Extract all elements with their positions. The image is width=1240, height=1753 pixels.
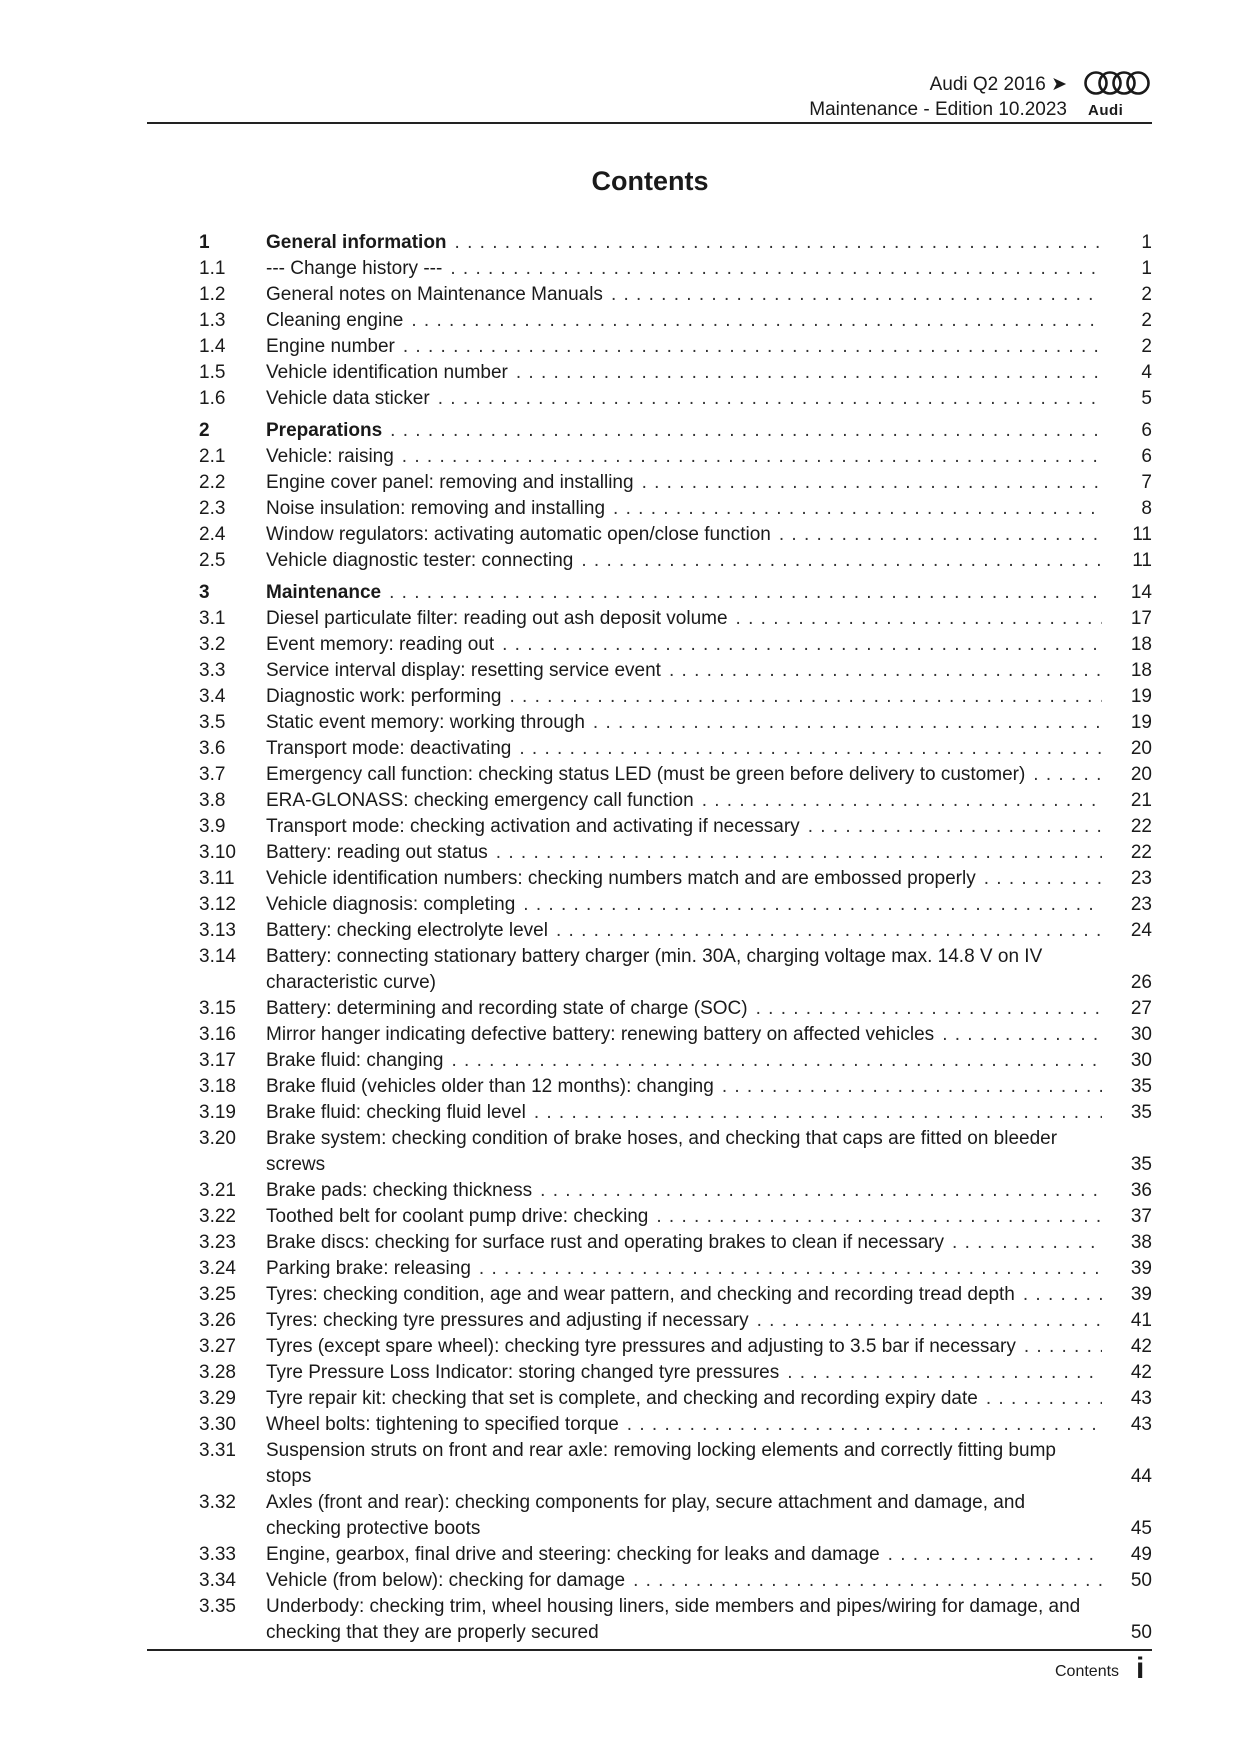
toc-entry-number: 3.19 [199,1102,236,1123]
toc-entry[interactable] [199,1100,1152,1126]
toc-entry-number: 3.28 [199,1362,236,1383]
toc-entry-number: 3.7 [199,764,226,785]
toc-entry-title: Tyre Pressure Loss Indicator: storing changed tyre pressures [266,1362,780,1383]
toc-entry[interactable] [199,1412,1152,1438]
toc-entry-title: Mirror hanger indicating defective battery: renewing battery on affected vehicles [266,1024,935,1045]
toc-entry-title: Service interval display: resetting service event [266,660,661,681]
toc-entry[interactable] [199,580,1152,606]
toc-entry-title: Tyre repair kit: checking that set is complete, and checking and recording expiry date [266,1388,978,1409]
toc-leader-dots [779,522,1102,548]
toc-entry-number: 3.22 [199,1206,236,1227]
toc-leader-dots [757,1308,1102,1334]
toc-entry[interactable] [199,1230,1152,1256]
toc-entry-page: 4 [1141,362,1152,383]
toc-entry-number: 3.34 [199,1570,236,1591]
toc-entry-number: 3.24 [199,1258,236,1279]
brand-wordmark: Audi [1088,102,1124,119]
toc-entry-title: Tyres (except spare wheel): checking tyre pressures and adjusting to 3.5 bar if necessary [266,1336,1016,1357]
page-title: Contents [591,166,709,196]
toc-entry-title: Maintenance [266,582,382,603]
toc-entry-page: 35 [1130,1102,1152,1123]
toc-leader-dots [519,736,1102,762]
toc-entry-page: 50 [1130,1622,1152,1643]
toc-leader-dots [534,1100,1102,1126]
toc-entry-title: Event memory: reading out [266,634,495,655]
toc-entry-title: Window regulators: activating automatic open/close function [266,524,771,545]
toc-entry[interactable] [199,658,1152,684]
toc-entry-page: 22 [1130,816,1152,837]
toc-entry-number: 3.1 [199,608,226,629]
toc-entry-number: 3.9 [199,816,226,837]
toc-leader-dots [669,658,1102,684]
toc-entry[interactable] [199,1334,1152,1360]
toc-entry[interactable] [199,1282,1152,1308]
toc-entry-title: Diesel particulate filter: reading out ash deposit volume [266,608,728,629]
toc-entry[interactable] [199,736,1152,762]
toc-entry-page: 24 [1130,920,1152,941]
toc-entry-page: 43 [1130,1414,1152,1435]
toc-entry[interactable] [199,1126,1152,1178]
toc-entry-number: 3.21 [199,1180,236,1201]
footer-page-number: i [1136,1652,1145,1685]
toc-entry[interactable] [199,892,1152,918]
toc-entry-page: 39 [1130,1258,1152,1279]
toc-entry[interactable] [199,1074,1152,1100]
toc-leader-dots [808,814,1102,840]
toc-entry-title: Suspension struts on front and rear axle: removing locking elements and correctly fitting bump stops [266,1440,1056,1487]
header-model: Audi Q2 2016 ➤ [929,74,1067,95]
toc-entry-page: 39 [1130,1284,1152,1305]
toc-entry-number: 3.35 [199,1596,236,1617]
toc-entry-title: Vehicle data sticker [266,388,430,409]
toc-entry[interactable] [199,230,1152,256]
toc-entry-title: General notes on Maintenance Manuals [266,284,603,305]
toc-entry-number: 3.10 [199,842,236,863]
toc-entry-number: 1.2 [199,284,226,305]
toc-entry-title: Cleaning engine [266,310,404,331]
toc-entry-title: Brake fluid: checking fluid level [266,1102,526,1123]
toc-entry-title: Engine cover panel: removing and installing [266,472,634,493]
toc-entry-page: 5 [1141,388,1152,409]
toc-entry-title: Static event memory: working through [266,712,585,733]
toc-entry-page: 36 [1130,1180,1152,1201]
audi-rings-logo [1083,70,1151,96]
toc-leader-dots [593,710,1102,736]
toc-entry-page: 38 [1130,1232,1152,1253]
toc-entry-page: 2 [1141,336,1152,357]
toc-leader-dots [402,444,1102,470]
toc-entry-title: Engine, gearbox, final drive and steering: checking for leaks and damage [266,1544,880,1565]
toc-entry-number: 3.31 [199,1440,236,1461]
toc-entry[interactable] [199,996,1152,1022]
toc-entry[interactable] [199,1594,1152,1646]
toc-entry-title: Tyres: checking tyre pressures and adjusting if necessary [266,1310,749,1331]
toc-entry[interactable] [199,840,1152,866]
toc-entry[interactable] [199,866,1152,892]
toc-entry-page: 45 [1130,1518,1152,1539]
toc-leader-dots [942,1022,1102,1048]
toc-entry-number: 3.27 [199,1336,236,1357]
toc-entry-number: 3.13 [199,920,236,941]
toc-entry[interactable] [199,1048,1152,1074]
toc-leader-dots [496,840,1102,866]
toc-entry[interactable] [199,1204,1152,1230]
toc-entry[interactable] [199,1568,1152,1594]
toc-leader-dots [509,684,1102,710]
toc-entry-title: Battery: reading out status [266,842,488,863]
toc-entry-page: 1 [1141,258,1152,279]
toc-entry-title: Noise insulation: removing and installing [266,498,606,519]
toc-entry-number: 3.5 [199,712,226,733]
toc-entry-number: 2.2 [199,472,226,493]
toc-entry-page: 17 [1130,608,1152,629]
toc-entry[interactable] [199,788,1152,814]
toc-entry-title: Vehicle (from below): checking for damage [266,1570,626,1591]
toc-entry[interactable] [199,918,1152,944]
toc-entry[interactable] [199,418,1152,444]
toc-entry-number: 3 [199,582,210,603]
toc-leader-dots [787,1360,1102,1386]
toc-entry[interactable] [199,762,1152,788]
toc-entry[interactable] [199,470,1152,496]
toc-leader-dots [479,1256,1102,1282]
toc-entry-number: 2.4 [199,524,226,545]
toc-entry-title: Brake discs: checking for surface rust and operating brakes to clean if necessary [266,1232,945,1253]
toc-entry-title: Vehicle: raising [266,446,394,467]
toc-leader-dots [613,496,1102,522]
toc-entry-page: 6 [1141,446,1152,467]
toc-leader-dots [455,230,1102,256]
toc-entry-page: 26 [1130,972,1152,993]
toc-entry-page: 7 [1141,472,1152,493]
toc-entry[interactable] [199,522,1152,548]
toc-entry[interactable] [199,256,1152,282]
toc-entry-page: 23 [1130,868,1152,889]
footer-label: Contents [1055,1663,1120,1680]
toc-entry-page: 27 [1130,998,1152,1019]
toc-entry[interactable] [199,606,1152,632]
toc-entry-page: 50 [1130,1570,1152,1591]
toc-entry-number: 1.4 [199,336,226,357]
toc-entry-number: 1.5 [199,362,226,383]
toc-leader-dots [611,282,1102,308]
toc-entry-number: 3.17 [199,1050,236,1071]
toc-entry[interactable] [199,548,1152,574]
toc-entry-title: Brake system: checking condition of brake hoses, and checking that caps are fitted on bleeder screws [266,1128,1058,1175]
toc-entry-number: 1 [199,232,210,253]
toc-entry-page: 23 [1130,894,1152,915]
toc-leader-dots [389,580,1102,606]
toc-entry[interactable] [199,1022,1152,1048]
toc-entry[interactable] [199,334,1152,360]
toc-entry-title: Vehicle diagnosis: completing [266,894,516,915]
toc-entry[interactable] [199,282,1152,308]
toc-entry[interactable] [199,1438,1152,1490]
toc-leader-dots [1023,1282,1102,1308]
toc-entry-number: 2.3 [199,498,226,519]
toc-entry-page: 2 [1141,310,1152,331]
toc-entry-page: 21 [1130,790,1152,811]
toc-entry-page: 18 [1130,660,1152,681]
toc-entry[interactable] [199,684,1152,710]
toc-entry-title: Vehicle diagnostic tester: connecting [266,550,574,571]
toc-entry-page: 49 [1130,1544,1152,1565]
toc-entry-page: 30 [1130,1050,1152,1071]
toc-entry-number: 3.8 [199,790,226,811]
toc-entry-number: 3.14 [199,946,236,967]
toc-entry-title: Emergency call function: checking status LED (must be green before delivery to customer) [266,764,1026,785]
toc-leader-dots [633,1568,1102,1594]
toc-entry-number: 3.26 [199,1310,236,1331]
toc-leader-dots [722,1074,1102,1100]
toc-leader-dots [1024,1334,1102,1360]
toc-entry-number: 3.12 [199,894,236,915]
toc-entry-page: 42 [1130,1336,1152,1357]
toc-entry-number: 3.15 [199,998,236,1019]
toc-entry-page: 42 [1130,1362,1152,1383]
toc-leader-dots [450,256,1102,282]
toc-entry-number: 1.3 [199,310,226,331]
toc-entry-title: Tyres: checking condition, age and wear pattern, and checking and recording tread depth [266,1284,1015,1305]
toc-entry[interactable] [199,496,1152,522]
toc-leader-dots [556,918,1102,944]
table-of-contents [199,230,1152,1646]
toc-entry-number: 3.30 [199,1414,236,1435]
toc-entry-title: Axles (front and rear): checking components for play, secure attachment and damage, and checking protective boots [266,1492,1026,1539]
toc-entry-page: 22 [1130,842,1152,863]
toc-leader-dots [702,788,1102,814]
toc-leader-dots [984,866,1102,892]
toc-leader-dots [656,1204,1102,1230]
toc-leader-dots [581,548,1102,574]
toc-entry-number: 1.6 [199,388,226,409]
toc-entry-number: 2.5 [199,550,226,571]
toc-entry[interactable] [199,944,1152,996]
toc-leader-dots [952,1230,1102,1256]
toc-leader-dots [390,418,1102,444]
toc-entry[interactable] [199,710,1152,736]
toc-entry[interactable] [199,1490,1152,1542]
toc-leader-dots [403,334,1102,360]
toc-entry-title: Transport mode: checking activation and activating if necessary [266,816,800,837]
toc-entry-page: 6 [1141,420,1152,441]
toc-entry-page: 30 [1130,1024,1152,1045]
toc-entry-title: Preparations [266,420,383,441]
toc-leader-dots [451,1048,1102,1074]
toc-entry-title: Vehicle identification number [266,362,508,383]
toc-entry-page: 20 [1130,764,1152,785]
toc-entry-title: Battery: connecting stationary battery charger (min. 30A, charging voltage max. 14.8 V on IV characteristic curve) [266,946,1043,993]
footer-divider [147,1649,1152,1651]
toc-entry-page: 19 [1130,712,1152,733]
toc-entry-number: 3.29 [199,1388,236,1409]
toc-entry-number: 3.33 [199,1544,236,1565]
header-divider [147,122,1152,124]
toc-entry-number: 1.1 [199,258,226,279]
toc-leader-dots [627,1412,1102,1438]
toc-entry-page: 19 [1130,686,1152,707]
toc-entry-number: 3.32 [199,1492,236,1513]
toc-entry-number: 2 [199,420,210,441]
toc-entry-title: Brake pads: checking thickness [266,1180,533,1201]
toc-entry-title: Vehicle identification numbers: checking numbers match and are embossed properly [266,868,976,889]
toc-entry-title: Toothed belt for coolant pump drive: checking [266,1206,649,1227]
toc-leader-dots [736,606,1102,632]
toc-entry-title: Battery: determining and recording state of charge (SOC) [266,998,748,1019]
toc-entry-page: 11 [1132,550,1152,571]
toc-leader-dots [516,360,1102,386]
header-edition: Maintenance - Edition 10.2023 [809,99,1067,120]
toc-entry-title: Diagnostic work: performing [266,686,502,707]
toc-leader-dots [411,308,1102,334]
toc-entry[interactable] [199,386,1152,412]
toc-leader-dots [523,892,1102,918]
toc-entry-page: 35 [1130,1076,1152,1097]
toc-entry-title: --- Change history --- [266,258,443,279]
toc-entry-number: 3.3 [199,660,226,681]
toc-entry[interactable] [199,1178,1152,1204]
toc-leader-dots [642,470,1102,496]
toc-entry[interactable] [199,632,1152,658]
toc-entry-number: 3.25 [199,1284,236,1305]
toc-entry-page: 1 [1141,232,1152,253]
toc-entry-page: 44 [1130,1466,1152,1487]
toc-leader-dots [756,996,1102,1022]
toc-leader-dots [1033,762,1102,788]
toc-entry-page: 8 [1141,498,1152,519]
toc-entry-title: Brake fluid (vehicles older than 12 months): changing [266,1076,714,1097]
toc-entry-page: 35 [1130,1154,1152,1175]
toc-entry-page: 41 [1130,1310,1152,1331]
toc-entry-title: Battery: checking electrolyte level [266,920,548,941]
toc-entry-title: ERA-GLONASS: checking emergency call function [266,790,694,811]
toc-entry-number: 3.23 [199,1232,236,1253]
toc-entry-number: 3.20 [199,1128,236,1149]
toc-entry-page: 14 [1130,582,1152,603]
toc-entry-page: 11 [1132,524,1152,545]
toc-entry-title: Transport mode: deactivating [266,738,512,759]
toc-entry-title: Engine number [266,336,395,357]
toc-leader-dots [438,386,1102,412]
toc-entry-number: 3.6 [199,738,226,759]
toc-entry-number: 3.4 [199,686,226,707]
toc-entry-number: 3.2 [199,634,226,655]
toc-entry-title: Wheel bolts: tightening to specified torque [266,1414,619,1435]
toc-entry-number: 3.11 [199,868,235,889]
toc-entry[interactable] [199,360,1152,386]
toc-entry-title: General information [266,232,447,253]
toc-entry-title: Parking brake: releasing [266,1258,471,1279]
toc-entry-page: 2 [1141,284,1152,305]
toc-leader-dots [986,1386,1102,1412]
toc-entry[interactable] [199,1542,1152,1568]
toc-entry-page: 20 [1130,738,1152,759]
toc-entry[interactable] [199,308,1152,334]
toc-entry[interactable] [199,1256,1152,1282]
toc-entry-number: 2.1 [199,446,226,467]
toc-entry-number: 3.16 [199,1024,236,1045]
toc-entry-page: 37 [1130,1206,1152,1227]
toc-entry-page: 18 [1130,634,1152,655]
toc-leader-dots [888,1542,1102,1568]
toc-entry-page: 43 [1130,1388,1152,1409]
toc-leader-dots [502,632,1102,658]
toc-entry-title: Underbody: checking trim, wheel housing liners, side members and pipes/wiring for damage, and checking that they are properly secured [266,1596,1081,1643]
toc-entry[interactable] [199,1308,1152,1334]
toc-entry-title: Brake fluid: changing [266,1050,444,1071]
toc-entry[interactable] [199,814,1152,840]
toc-entry[interactable] [199,1386,1152,1412]
toc-leader-dots [540,1178,1102,1204]
toc-entry[interactable] [199,1360,1152,1386]
toc-entry[interactable] [199,444,1152,470]
toc-entry-number: 3.18 [199,1076,236,1097]
